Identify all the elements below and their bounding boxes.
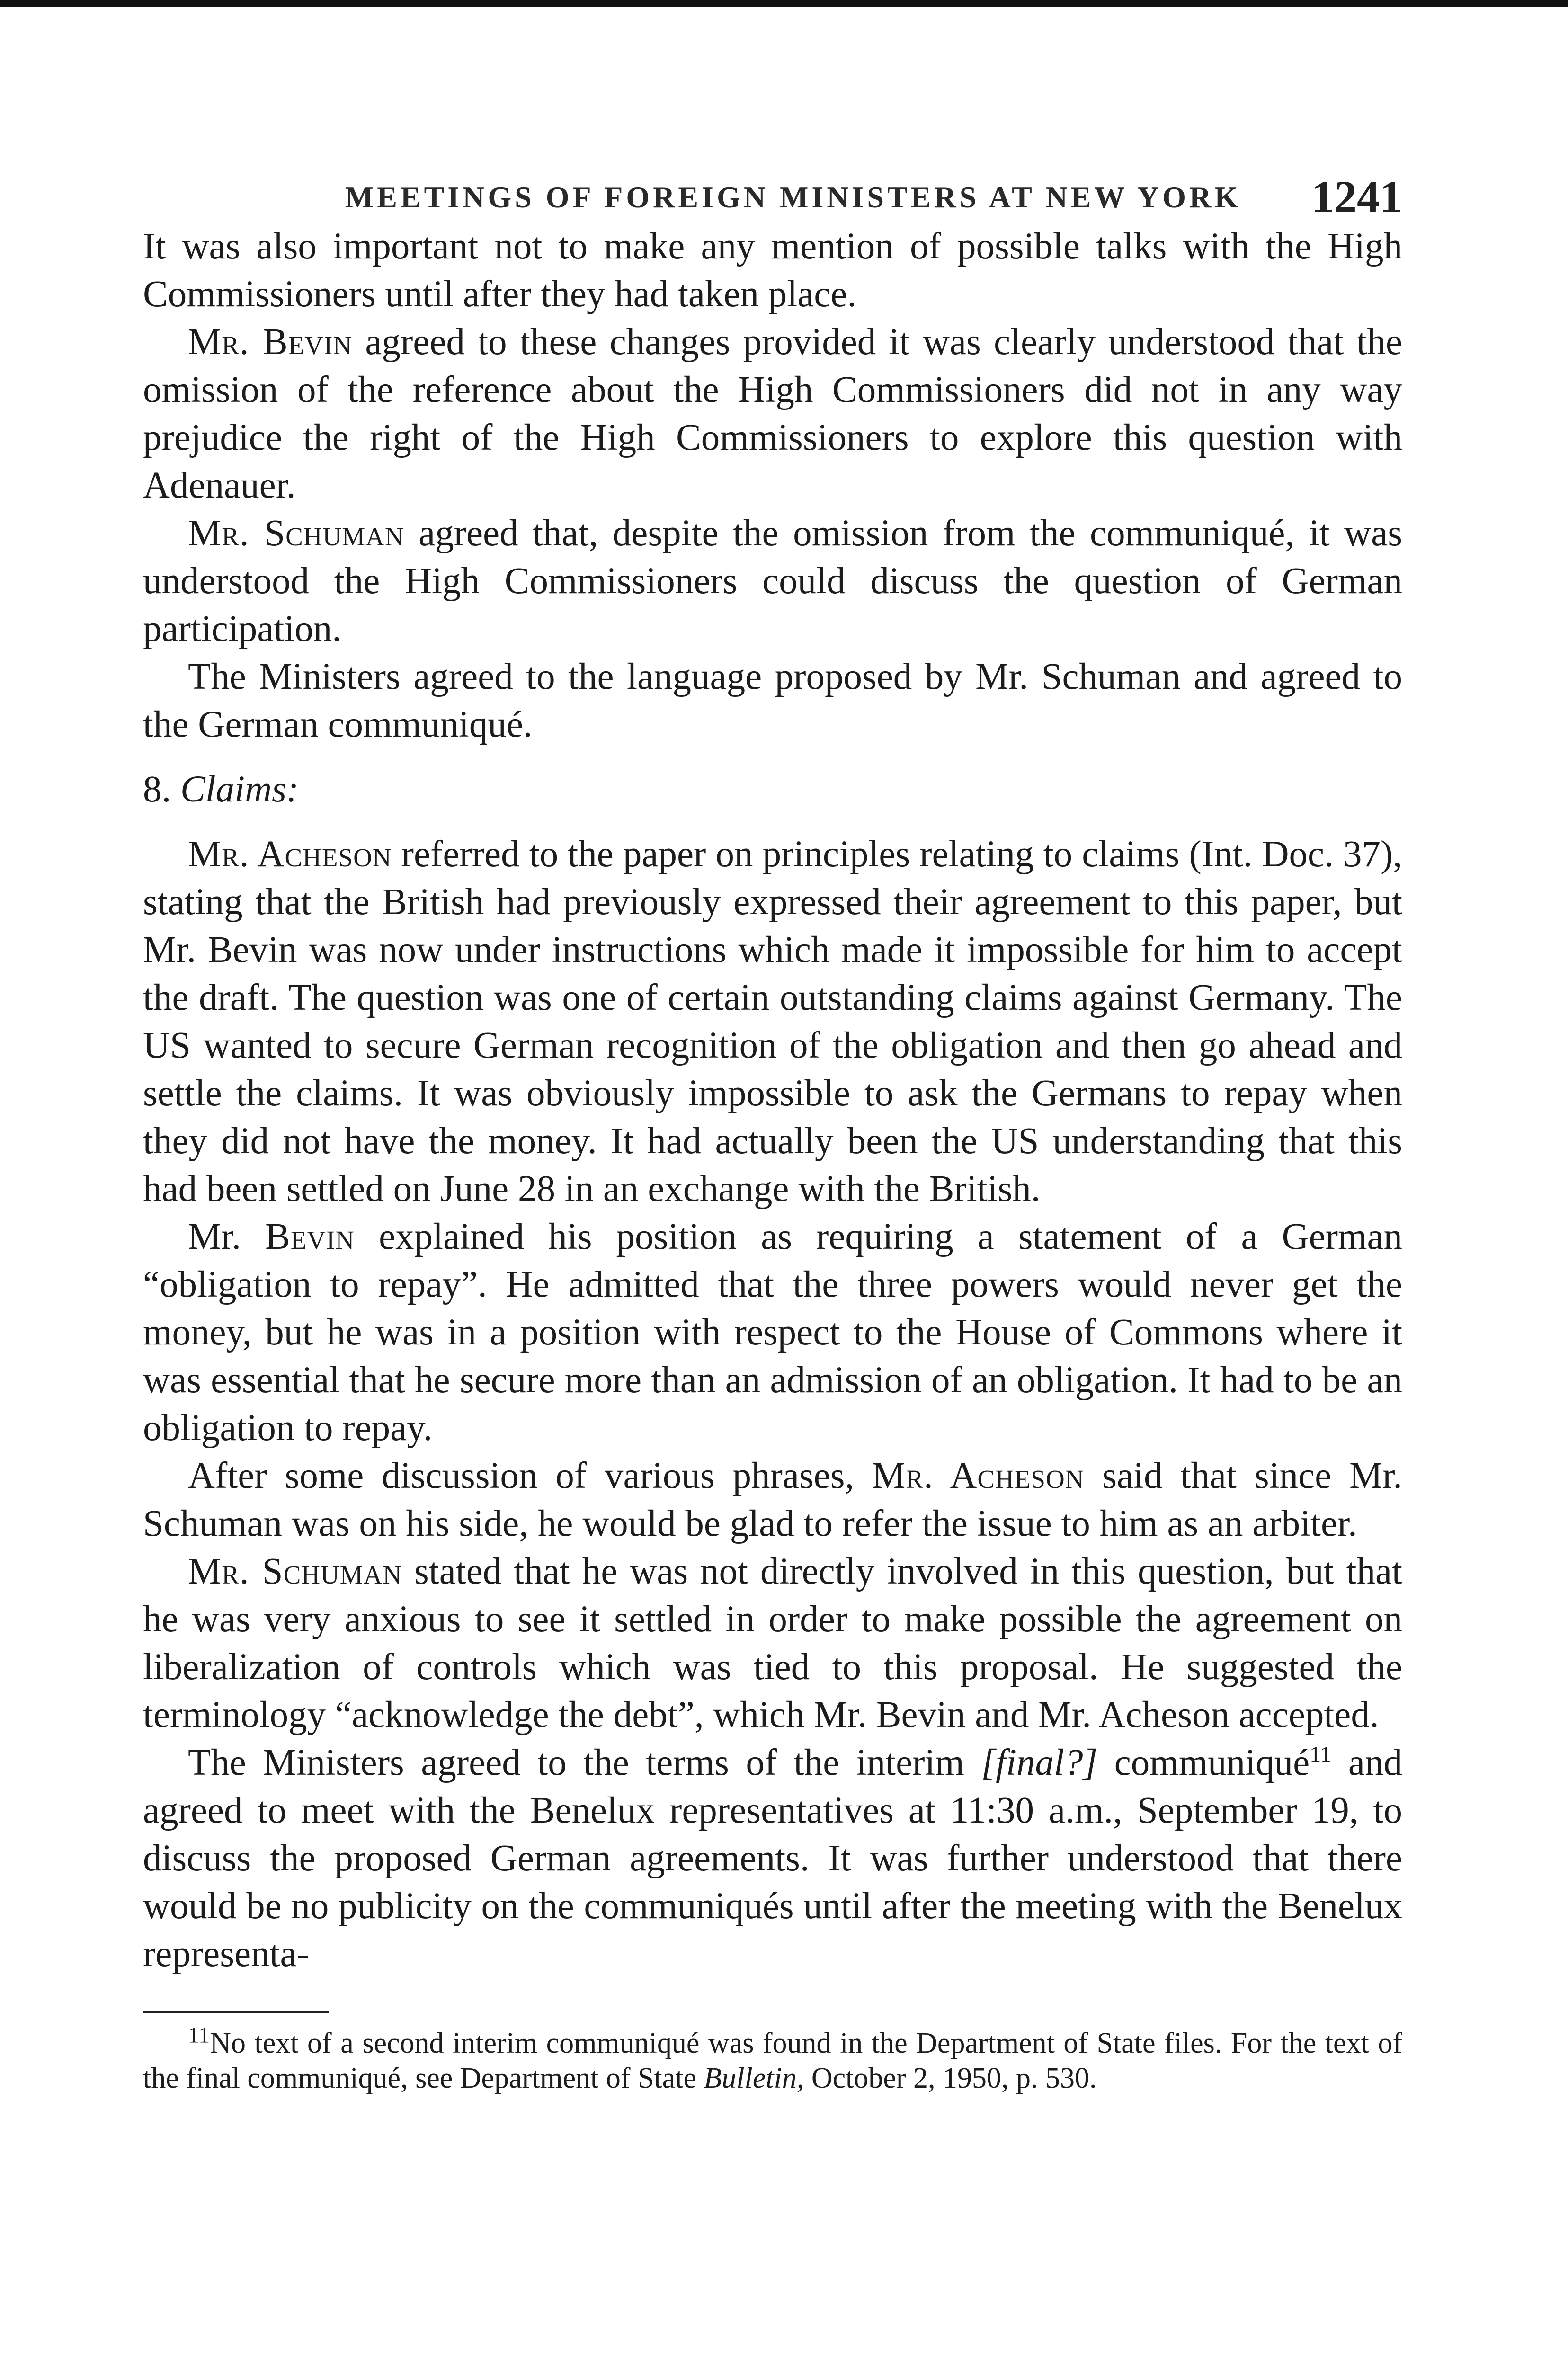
footnote-reference: 11: [1310, 1742, 1332, 1767]
paragraph-ministers-communique: [143, 1739, 1402, 1978]
section-number: 8.: [143, 769, 180, 810]
paragraph-schuman-debt: [143, 1548, 1402, 1739]
running-head: [143, 170, 1402, 222]
running-title: MEETINGS OF FOREIGN MINISTERS AT NEW YORK: [345, 180, 1241, 214]
speaker-name: Mr. Acheson: [872, 1455, 1085, 1496]
paragraph-text: agreed that, despite the omission from the communiqué, it was understood the High Commissioners could discuss the question of German participation.: [143, 513, 1402, 650]
paragraph-text: stated that he was not directly involved in this question, but that he was very anxious to see it settled in order to make possible the agreement on liberalization of controls which was tied to this proposal. He suggested the terminology “acknowledge the debt”, which Mr. Bevin and Mr. Acheson accepted.: [143, 1551, 1402, 1735]
footnote-text: October 2, 1950, p. 530.: [804, 2062, 1097, 2094]
body-text: [143, 222, 1402, 1978]
footnote-divider: [143, 2011, 329, 2013]
section-title: Claims:: [180, 769, 299, 810]
speaker-name: Mr. Acheson: [188, 834, 392, 875]
speaker-prefix: Mr.: [188, 1216, 266, 1257]
document-page: [143, 170, 1402, 2096]
paragraph-text: It was also important not to make any mention of possible talks with the High Commissioners until after they had taken place.: [143, 226, 1402, 315]
footnote-publication: Bulletin,: [704, 2062, 804, 2094]
paragraph-acheson-claims: [143, 830, 1402, 1213]
paragraph-text: The Ministers agreed to the language proposed by Mr. Schuman and agreed to the German communiqué.: [143, 656, 1402, 745]
speaker-name: Mr. Bevin: [188, 321, 353, 363]
section-heading-claims: [143, 765, 1402, 813]
speaker-name: Mr. Schuman: [188, 1551, 402, 1592]
paragraph-bevin-position: [143, 1213, 1402, 1452]
paragraph-text: agreed to these changes provided it was clearly understood that the omission of the reference about the High Commissioners did not in any way prejudice the right of the High Commissioners to explore this question with Adenauer.: [143, 321, 1402, 506]
paragraph-text: The Ministers agreed to the terms of the interim: [188, 1742, 981, 1783]
footnote-number: 11: [188, 2022, 210, 2048]
top-edge-rule: [0, 0, 1568, 7]
paragraph-text: communiqué: [1097, 1742, 1310, 1783]
paragraph-schuman-agreement: [143, 509, 1402, 653]
paragraph-acheson-arbiter: [143, 1452, 1402, 1548]
paragraph-continuation: [143, 222, 1402, 318]
paragraph-text: and agreed to meet with the Benelux representatives at 11:30 a.m., September 19, to discuss the proposed German agreements. It was further understood that there would be no publicity on the communiqués until after the meeting with the Benelux representa-: [143, 1742, 1402, 1975]
editorial-bracket: [final?]: [981, 1742, 1098, 1783]
page-number: 1241: [1311, 171, 1402, 222]
speaker-name: Bevin: [265, 1216, 355, 1257]
paragraph-ministers-language: [143, 653, 1402, 748]
paragraph-text: explained his position as requiring a statement of a German “obligation to repay”. He admitted that the three powers would never get the money, but he was in a position with respect to the House of Commons where it was essential that he secure more than an admission of an obligation. It had to be an obligation to repay.: [143, 1216, 1403, 1449]
footnote-text: No text of a second interim communiqué was found in the Department of State files. For the text of the final communiqué, see Department of State: [143, 2027, 1402, 2094]
footnote: [143, 2022, 1402, 2096]
paragraph-text: After some discussion of various phrases,: [188, 1455, 873, 1496]
paragraph-text: said that since Mr. Schuman was on his side, he would be glad to refer the issue to him as an arbiter.: [143, 1455, 1402, 1544]
speaker-name: Mr. Schuman: [188, 513, 404, 554]
paragraph-bevin-agreement: [143, 318, 1402, 509]
paragraph-text: referred to the paper on principles relating to claims (Int. Doc. 37), stating that the British had previously expressed their agreement to this paper, but Mr. Bevin was now under instructions which made it impossible for him to accept the draft. The question was one of certain outstanding claims against Germany. The US wanted to secure German recognition of the obligation and then go ahead and settle the claims. It was obviously impossible to ask the Germans to repay when they did not have the money. It had actually been the US understanding that this had been settled on June 28 in an exchange with the British.: [143, 834, 1403, 1210]
